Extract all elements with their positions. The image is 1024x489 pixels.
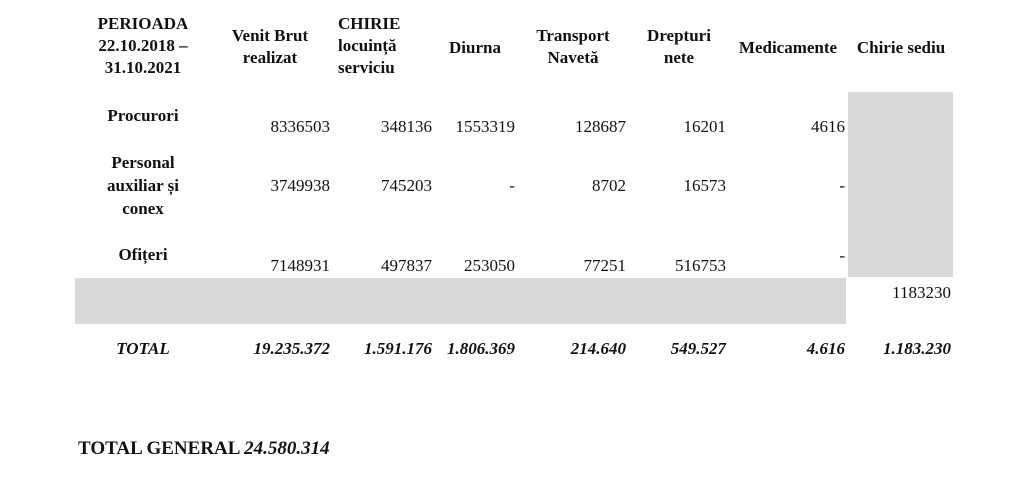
header-period: PERIOADA 22.10.2018 – 31.10.2021 <box>97 14 189 77</box>
chirie-sediu-value: 1183230 <box>892 283 951 302</box>
ofiteri-chirie-locuinta: 497837 <box>381 256 432 275</box>
total-venit-brut: 19.235.372 <box>253 339 330 358</box>
personal-diurna: - <box>509 176 515 195</box>
total-transport: 214.640 <box>570 339 626 358</box>
header-chirie-sediu: Chirie sediu <box>856 38 946 57</box>
procurori-drepturi-nete: 16201 <box>683 117 726 136</box>
procurori-transport: 128687 <box>575 117 626 136</box>
personal-venit-brut: 3749938 <box>270 176 330 195</box>
personal-drepturi-nete: 16573 <box>683 176 726 195</box>
header-venit-brut: Venit Brut realizat <box>231 26 309 67</box>
header-medicamente: Medicamente <box>738 38 838 57</box>
ofiteri-diurna: 253050 <box>464 256 515 275</box>
procurori-diurna: 1553319 <box>455 117 515 136</box>
blank-shaded-row <box>75 278 846 324</box>
total-general-value: 24.580.314 <box>244 438 330 459</box>
header-diurna: Diurna <box>449 38 501 57</box>
personal-transport: 8702 <box>592 176 626 195</box>
row-label-ofiteri: Ofițeri <box>118 245 168 264</box>
total-drepturi-nete: 549.527 <box>670 339 726 358</box>
procurori-medicamente: 4616 <box>811 117 845 136</box>
ofiteri-venit-brut: 7148931 <box>270 256 330 275</box>
total-chirie-sediu: 1.183.230 <box>883 339 951 358</box>
procurori-chirie-locuinta: 348136 <box>381 117 432 136</box>
ofiteri-transport: 77251 <box>583 256 626 275</box>
total-general-label: TOTAL GENERAL <box>78 438 240 459</box>
ofiteri-drepturi-nete: 516753 <box>675 256 726 275</box>
header-transport: Transport Navetă <box>536 26 610 67</box>
header-drepturi-nete: Drepturi nete <box>647 26 711 67</box>
header-chirie-locuinta: CHIRIE locuință serviciu <box>338 14 401 77</box>
row-label-procurori: Procurori <box>107 106 179 125</box>
personal-medicamente: - <box>839 176 845 195</box>
row-label-personal-auxiliar: Personal auxiliar și conex <box>107 153 179 218</box>
total-general <box>78 438 330 460</box>
personal-chirie-locuinta: 745203 <box>381 176 432 195</box>
total-diurna: 1.806.369 <box>447 339 515 358</box>
total-label: TOTAL <box>116 339 170 358</box>
ofiteri-medicamente: - <box>839 246 845 265</box>
total-medicamente: 4.616 <box>806 339 845 358</box>
procurori-venit-brut: 8336503 <box>270 117 330 136</box>
total-chirie-locuinta: 1.591.176 <box>364 339 432 358</box>
chirie-sediu-empty-cells <box>848 92 953 277</box>
